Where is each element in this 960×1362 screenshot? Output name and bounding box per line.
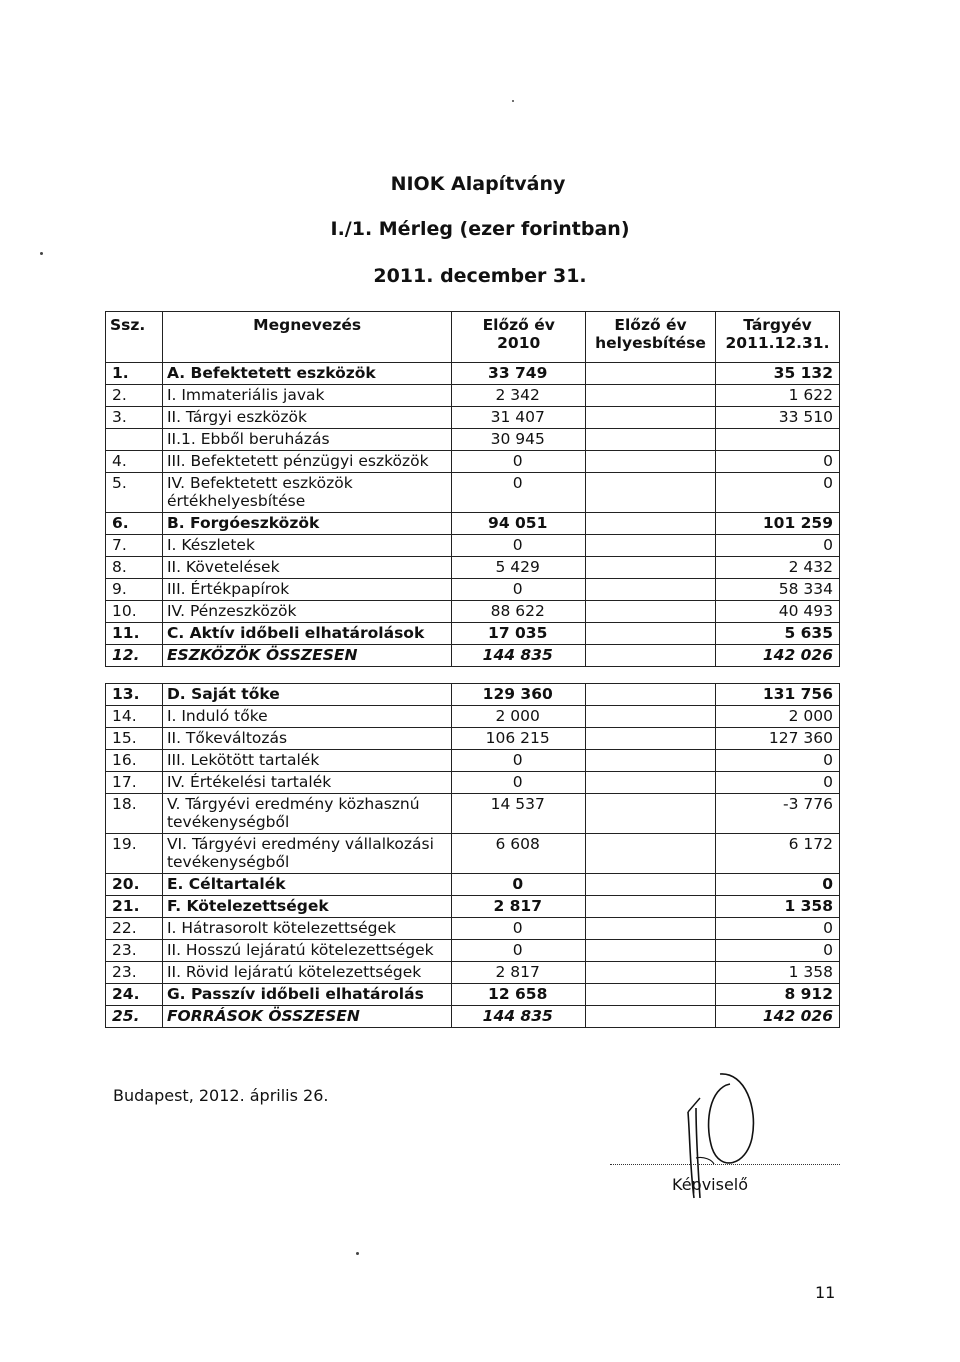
scan-speck <box>356 1252 359 1255</box>
row-name: II. Tőkeváltozás <box>162 728 451 750</box>
row-number: 22. <box>106 918 163 940</box>
row-previous-year-value: 17 035 <box>452 623 586 645</box>
assets-section <box>106 363 840 667</box>
table-row <box>106 794 840 834</box>
row-current-year-value: 33 510 <box>716 407 840 429</box>
row-name: I. Hátrasorolt kötelezettségek <box>162 918 451 940</box>
scan-speck <box>40 252 43 255</box>
row-correction-value <box>586 750 716 772</box>
row-correction-value <box>586 684 716 706</box>
row-number: 10. <box>106 601 163 623</box>
row-current-year-value: 6 172 <box>716 834 840 874</box>
table-row <box>106 579 840 601</box>
table-row <box>106 385 840 407</box>
row-correction-value <box>586 918 716 940</box>
row-name: A. Befektetett eszközök <box>162 363 451 385</box>
row-previous-year-value: 2 342 <box>452 385 586 407</box>
column-header-current-year-line2: 2011.12.31. <box>725 334 830 352</box>
row-previous-year-value: 5 429 <box>452 557 586 579</box>
row-current-year-value: 142 026 <box>716 1006 840 1028</box>
row-correction-value <box>586 513 716 535</box>
column-header-current-year-line1: Tárgyév <box>743 316 812 334</box>
column-header-correction-line1: Előző év <box>614 316 687 334</box>
row-correction-value <box>586 557 716 579</box>
column-header-ssz <box>106 312 163 363</box>
row-current-year-value: 0 <box>716 750 840 772</box>
row-correction-value <box>586 984 716 1006</box>
place-and-date: Budapest, 2012. április 26. <box>113 1086 329 1105</box>
row-number: 8. <box>106 557 163 579</box>
row-correction-value <box>586 706 716 728</box>
row-name: F. Kötelezettségek <box>162 896 451 918</box>
row-current-year-value: 8 912 <box>716 984 840 1006</box>
row-current-year-value: 0 <box>716 473 840 513</box>
row-correction-value <box>586 451 716 473</box>
row-current-year-value: 5 635 <box>716 623 840 645</box>
column-header-name <box>162 312 451 363</box>
row-number: 12. <box>106 645 163 667</box>
row-name: II. Tárgyi eszközök <box>162 407 451 429</box>
row-correction-value <box>586 363 716 385</box>
row-number: 25. <box>106 1006 163 1028</box>
column-header-ssz-label: Ssz. <box>110 316 146 334</box>
row-correction-value <box>586 1006 716 1028</box>
organization-name: NIOK Alapítvány <box>390 173 566 195</box>
row-number: 9. <box>106 579 163 601</box>
row-name: III. Lekötött tartalék <box>162 750 451 772</box>
row-correction-value <box>586 896 716 918</box>
row-name: B. Forgóeszközök <box>162 513 451 535</box>
table-row <box>106 728 840 750</box>
row-correction-value <box>586 772 716 794</box>
row-previous-year-value: 30 945 <box>452 429 586 451</box>
column-header-correction <box>586 312 716 363</box>
row-current-year-value: 0 <box>716 874 840 896</box>
table-row <box>106 750 840 772</box>
row-previous-year-value: 129 360 <box>452 684 586 706</box>
row-number: 1. <box>106 363 163 385</box>
row-previous-year-value: 12 658 <box>452 984 586 1006</box>
row-name: I. Induló tőke <box>162 706 451 728</box>
page-number: 11 <box>815 1283 836 1302</box>
row-current-year-value: 40 493 <box>716 601 840 623</box>
row-name: IV. Pénzeszközök <box>162 601 451 623</box>
row-previous-year-value: 94 051 <box>452 513 586 535</box>
row-previous-year-value: 144 835 <box>452 645 586 667</box>
table-row <box>106 962 840 984</box>
table-row <box>106 513 840 535</box>
row-previous-year-value: 106 215 <box>452 728 586 750</box>
row-number: 14. <box>106 706 163 728</box>
row-number: 15. <box>106 728 163 750</box>
row-current-year-value: 0 <box>716 451 840 473</box>
row-previous-year-value: 0 <box>452 473 586 513</box>
row-previous-year-value: 31 407 <box>452 407 586 429</box>
row-number <box>106 429 163 451</box>
row-previous-year-value: 0 <box>452 874 586 896</box>
row-correction-value <box>586 874 716 896</box>
row-current-year-value: 1 358 <box>716 896 840 918</box>
row-name: ESZKÖZÖK ÖSSZESEN <box>162 645 451 667</box>
row-correction-value <box>586 962 716 984</box>
row-current-year-value: 101 259 <box>716 513 840 535</box>
table-row <box>106 645 840 667</box>
column-header-name-label: Megnevezés <box>253 316 362 334</box>
row-number: 13. <box>106 684 163 706</box>
row-correction-value <box>586 794 716 834</box>
row-correction-value <box>586 834 716 874</box>
table-row <box>106 473 840 513</box>
section-spacer <box>106 667 840 684</box>
row-name: E. Céltartalék <box>162 874 451 896</box>
row-name: II.1. Ebből beruházás <box>162 429 451 451</box>
table-row <box>106 601 840 623</box>
row-number: 6. <box>106 513 163 535</box>
row-previous-year-value: 33 749 <box>452 363 586 385</box>
row-name: I. Immateriális javak <box>162 385 451 407</box>
row-previous-year-value: 144 835 <box>452 1006 586 1028</box>
row-name: C. Aktív időbeli elhatárolások <box>162 623 451 645</box>
table-row <box>106 706 840 728</box>
row-previous-year-value: 0 <box>452 451 586 473</box>
row-number: 24. <box>106 984 163 1006</box>
row-number: 21. <box>106 896 163 918</box>
row-name: II. Rövid lejáratú kötelezettségek <box>162 962 451 984</box>
row-previous-year-value: 6 608 <box>452 834 586 874</box>
table-row <box>106 1006 840 1028</box>
column-header-previous-year-line2: 2010 <box>497 334 541 352</box>
row-name: II. Követelések <box>162 557 451 579</box>
row-number: 11. <box>106 623 163 645</box>
column-header-previous-year <box>452 312 586 363</box>
row-correction-value <box>586 429 716 451</box>
table-row <box>106 363 840 385</box>
row-number: 20. <box>106 874 163 896</box>
table-row <box>106 874 840 896</box>
row-previous-year-value: 0 <box>452 750 586 772</box>
row-number: 7. <box>106 535 163 557</box>
row-name: III. Befektetett pénzügyi eszközök <box>162 451 451 473</box>
table-row <box>106 451 840 473</box>
row-correction-value <box>586 579 716 601</box>
table-row <box>106 535 840 557</box>
document-subtitle: I./1. Mérleg (ezer forintban) <box>330 218 630 240</box>
row-name: III. Értékpapírok <box>162 579 451 601</box>
table-row <box>106 684 840 706</box>
column-header-correction-line2: helyesbítése <box>595 334 706 352</box>
row-correction-value <box>586 623 716 645</box>
row-previous-year-value: 2 000 <box>452 706 586 728</box>
row-number: 19. <box>106 834 163 874</box>
row-current-year-value: 0 <box>716 940 840 962</box>
row-previous-year-value: 2 817 <box>452 896 586 918</box>
row-name: VI. Tárgyévi eredmény vállalkozási tevékenységből <box>162 834 451 874</box>
row-current-year-value: 0 <box>716 535 840 557</box>
table-row <box>106 834 840 874</box>
row-correction-value <box>586 385 716 407</box>
row-current-year-value: 1 622 <box>716 385 840 407</box>
row-number: 16. <box>106 750 163 772</box>
row-previous-year-value: 0 <box>452 940 586 962</box>
table-row <box>106 429 840 451</box>
row-current-year-value: 131 756 <box>716 684 840 706</box>
row-name: IV. Értékelési tartalék <box>162 772 451 794</box>
row-number: 18. <box>106 794 163 834</box>
balance-sheet-table <box>105 311 840 1028</box>
liabilities-section <box>106 684 840 1028</box>
table-row <box>106 557 840 579</box>
column-header-current-year <box>716 312 840 363</box>
table-row <box>106 623 840 645</box>
table-header-row <box>106 312 840 363</box>
row-current-year-value: 35 132 <box>716 363 840 385</box>
row-current-year-value: 2 000 <box>716 706 840 728</box>
row-previous-year-value: 0 <box>452 535 586 557</box>
row-correction-value <box>586 473 716 513</box>
table-row <box>106 896 840 918</box>
row-correction-value <box>586 940 716 962</box>
signature-label: Képviselő <box>672 1175 749 1194</box>
table-row <box>106 772 840 794</box>
row-current-year-value: 58 334 <box>716 579 840 601</box>
row-name: G. Passzív időbeli elhatárolás <box>162 984 451 1006</box>
column-header-previous-year-line1: Előző év <box>482 316 555 334</box>
row-number: 23. <box>106 940 163 962</box>
row-correction-value <box>586 407 716 429</box>
row-current-year-value: 127 360 <box>716 728 840 750</box>
row-number: 4. <box>106 451 163 473</box>
row-current-year-value: 0 <box>716 772 840 794</box>
row-current-year-value: 1 358 <box>716 962 840 984</box>
row-current-year-value: 142 026 <box>716 645 840 667</box>
row-correction-value <box>586 728 716 750</box>
row-name: IV. Befektetett eszközök értékhelyesbítése <box>162 473 451 513</box>
row-current-year-value: -3 776 <box>716 794 840 834</box>
row-previous-year-value: 88 622 <box>452 601 586 623</box>
row-name: FORRÁSOK ÖSSZESEN <box>162 1006 451 1028</box>
row-current-year-value: 0 <box>716 918 840 940</box>
row-name: I. Készletek <box>162 535 451 557</box>
row-number: 2. <box>106 385 163 407</box>
balance-date: 2011. december 31. <box>373 265 587 287</box>
row-correction-value <box>586 645 716 667</box>
table-row <box>106 918 840 940</box>
row-previous-year-value: 0 <box>452 772 586 794</box>
row-correction-value <box>586 535 716 557</box>
row-previous-year-value: 0 <box>452 918 586 940</box>
row-number: 23. <box>106 962 163 984</box>
row-number: 3. <box>106 407 163 429</box>
row-name: II. Hosszú lejáratú kötelezettségek <box>162 940 451 962</box>
row-number: 5. <box>106 473 163 513</box>
table-row <box>106 407 840 429</box>
scan-speck <box>512 100 514 102</box>
table-row <box>106 984 840 1006</box>
row-previous-year-value: 2 817 <box>452 962 586 984</box>
row-name: V. Tárgyévi eredmény közhasznú tevékenységből <box>162 794 451 834</box>
signature-line <box>610 1164 840 1165</box>
row-correction-value <box>586 601 716 623</box>
row-name: D. Saját tőke <box>162 684 451 706</box>
row-previous-year-value: 0 <box>452 579 586 601</box>
row-previous-year-value: 14 537 <box>452 794 586 834</box>
row-number: 17. <box>106 772 163 794</box>
row-current-year-value: 2 432 <box>716 557 840 579</box>
table-row <box>106 940 840 962</box>
row-current-year-value <box>716 429 840 451</box>
